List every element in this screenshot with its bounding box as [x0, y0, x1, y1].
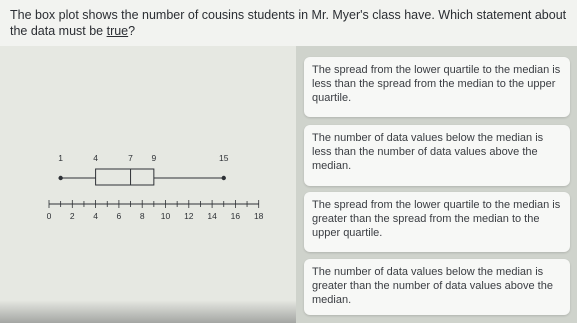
max-point [222, 176, 226, 180]
answer-choice-1[interactable]: The spread from the lower quartile to the median is less than the spread from the median to the upper quartile. [304, 57, 570, 117]
axis-label: 0 [46, 211, 52, 221]
answer-choice-4[interactable]: The number of data values below the median is greater than the number of data values above the median. [304, 259, 570, 315]
axis-label: 8 [139, 211, 145, 221]
number-line-labels [47, 211, 264, 221]
axis-label: 4 [93, 211, 98, 221]
axis-label: 2 [69, 211, 75, 221]
axis-label: 16 [230, 211, 241, 221]
axis-label: 14 [207, 211, 217, 221]
axis-label: 18 [253, 211, 264, 221]
five-number-labels [58, 153, 228, 163]
five-number-label: 15 [219, 153, 229, 163]
five-number-label: 9 [151, 153, 157, 163]
min-point [58, 176, 62, 180]
question-end: ? [128, 24, 136, 38]
answer-choice-3[interactable]: The spread from the lower quartile to the median is greater than the spread from the median to the upper quartile. [304, 192, 570, 252]
axis-label: 6 [116, 211, 122, 221]
question-text: The box plot shows the number of cousins students in Mr. Myer's class have. Which statement about the data must be [10, 8, 567, 38]
five-number-label: 7 [128, 153, 133, 163]
five-number-label: 4 [93, 153, 98, 163]
axis-label: 12 [184, 211, 194, 221]
question-emphasis: true [106, 24, 129, 38]
box [96, 169, 154, 185]
axis-label: 10 [160, 211, 171, 221]
answer-choice-2[interactable]: The number of data values below the median is less than the number of data values above the median. [304, 125, 570, 186]
five-number-label: 1 [58, 153, 64, 163]
